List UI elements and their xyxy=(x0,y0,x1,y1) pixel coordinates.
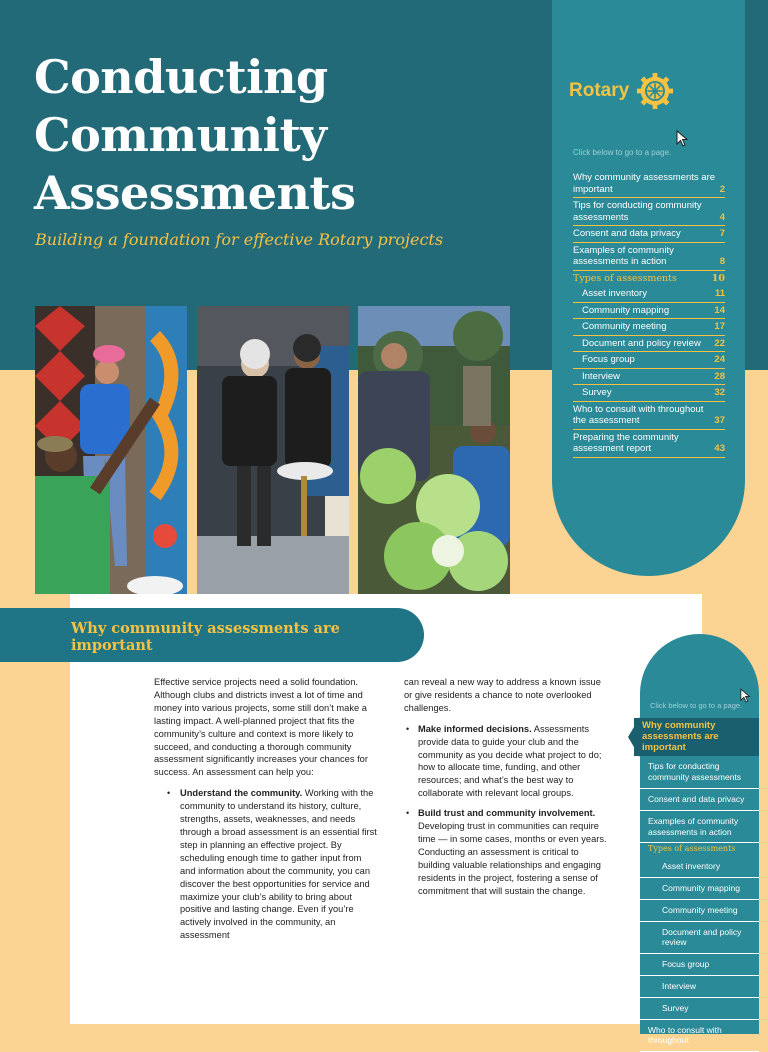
article-column-2 xyxy=(404,676,610,905)
toc-item[interactable]: Focus group 24 xyxy=(573,352,725,369)
side-nav-item[interactable]: Who to consult with throughout xyxy=(640,1020,759,1052)
bullet-item: • Understand the community. Working with the community to understand its history, culture, strengths, assets, weaknesses, and needs through a broad assessment is an essential first step in planning an effective project. By scheduling enough time to gather input from and information about the community, you can discover the best opportunities for service and maximize your club’s ability to bring about positive and lasting change. Even if you’re actively involved in the community, an assessment xyxy=(154,787,379,942)
toc-item[interactable]: Survey 32 xyxy=(573,385,725,402)
side-nav-section-header[interactable]: Types of assessments xyxy=(648,844,736,854)
side-nav-item[interactable]: Tips for conducting community assessments xyxy=(640,756,759,789)
toc-item[interactable]: Preparing the community assessment report 43 xyxy=(573,430,725,458)
side-nav-item[interactable]: Community meeting xyxy=(640,900,759,922)
toc-item[interactable]: Community mapping 14 xyxy=(573,303,725,320)
photo-mural-painting xyxy=(35,306,187,594)
toc-section-header[interactable]: Types of assessments 10 xyxy=(573,272,725,284)
side-nav-item[interactable]: Asset inventory xyxy=(640,856,759,878)
toc-item[interactable]: Why community assessments are important 2 xyxy=(573,170,725,198)
article-column-1 xyxy=(154,676,379,949)
rotary-logo: Rotary xyxy=(569,72,674,110)
active-indicator-arrow xyxy=(628,717,640,757)
toc-item[interactable]: Tips for conducting community assessments 4 xyxy=(573,198,725,226)
photo-volunteers-table xyxy=(197,306,349,594)
toc-item[interactable]: Document and policy review 22 xyxy=(573,336,725,353)
toc-item[interactable]: Community meeting 17 xyxy=(573,319,725,336)
bullet-item: • Build trust and community involvement. Developing trust in communities can require time — in some cases, months or even years. Conducting an assessment is critical to building valuable relationships and engaging residents in the project, fostering a sense of commitment that will sustain the change. xyxy=(404,807,610,897)
toc-item[interactable]: Consent and data privacy 7 xyxy=(573,226,725,243)
page-subtitle: Building a foundation for effective Rotary projects xyxy=(35,230,444,249)
toc-hint: Click below to go to a page. xyxy=(573,148,672,157)
page-title: Conducting Community Assessments xyxy=(34,50,356,220)
toc-item[interactable]: Examples of community assessments in action 8 xyxy=(573,243,725,271)
side-nav-item[interactable]: Survey xyxy=(640,998,759,1020)
cursor-icon xyxy=(676,130,690,148)
toc-item[interactable]: Who to consult with throughout the assessment 37 xyxy=(573,402,725,430)
toc-item[interactable]: Interview 28 xyxy=(573,369,725,386)
side-nav-item[interactable]: Document and policy review xyxy=(640,922,759,955)
side-nav-item[interactable]: Examples of community assessments in action xyxy=(640,811,759,844)
side-navigation xyxy=(640,634,759,1046)
section-heading: Why community assessments are important xyxy=(71,620,340,654)
intro-paragraph: Effective service projects need a solid foundation. Although clubs and districts invest a lot of time and money into various projects, some still don’t make a lasting impact. A well-planned project that fits the community’s culture and context is more likely to succeed, and conducting a thorough community assessment significantly increases your chances for success. An assessment can help you: xyxy=(154,677,368,778)
continuation-paragraph: can reveal a new way to address a known issue or give residents a chance to note overlooked challenges. xyxy=(404,677,601,713)
side-nav-item[interactable]: Consent and data privacy xyxy=(640,789,759,811)
table-of-contents xyxy=(552,0,745,576)
bullet-item: • Make informed decisions. Assessments provide data to guide your club and the community as you decide what project to do; how to allocate time, funding, and other resources; and what’s the best way to collaborate with relevant local groups. xyxy=(404,723,610,800)
rotary-wheel-icon xyxy=(636,72,674,110)
photo-garden-cabbage xyxy=(358,306,510,594)
toc-item[interactable]: Asset inventory 11 xyxy=(573,286,725,303)
side-nav-item[interactable]: Interview xyxy=(640,976,759,998)
side-nav-hint: Click below to go to a page. xyxy=(650,701,743,710)
side-nav-item[interactable]: Community mapping xyxy=(640,878,759,900)
side-nav-item[interactable]: Focus group xyxy=(640,954,759,976)
side-nav-item-active[interactable]: Why community assessments are important xyxy=(634,718,759,756)
